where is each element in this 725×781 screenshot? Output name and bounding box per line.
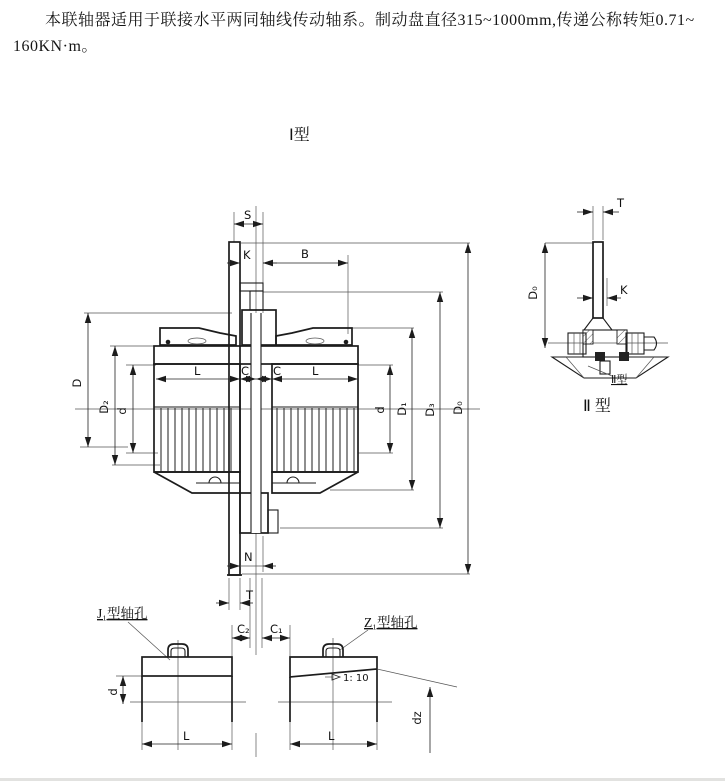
dim-D3: D₃ — [423, 403, 437, 417]
intro-paragraph — [13, 8, 715, 60]
dim-D2: D₂ — [97, 400, 111, 414]
stem — [600, 361, 610, 374]
figure-type1 — [70, 126, 480, 657]
dim-D0-2: D₀ — [526, 286, 540, 300]
figure2-note: Ⅱ型 — [611, 374, 628, 386]
bolt-end — [644, 337, 657, 350]
dim-b: B — [301, 247, 309, 261]
hub-detail-left — [97, 605, 246, 750]
dim-c1: C₁ — [270, 622, 283, 636]
clamp-ring-right — [276, 328, 352, 345]
dim-c2: C₂ — [237, 622, 250, 636]
gap-dimensions — [232, 622, 290, 757]
hub-left-label: J₁型轴孔 — [97, 606, 148, 621]
figure2-caption: Ⅱ 型 — [583, 398, 611, 415]
dim-d-right: d — [373, 406, 387, 414]
dim-D: D — [70, 378, 84, 388]
hub-right-label: Z₁型轴孔 — [364, 615, 418, 630]
dim-dz: dz — [410, 711, 424, 725]
hub-left-hatch — [142, 657, 232, 676]
disc-neck — [250, 291, 263, 310]
intro-line-2: 160KN·m。 — [13, 38, 98, 55]
bolt-left — [166, 340, 171, 345]
dimensions-type1 — [70, 208, 468, 603]
dim-l-hub-left: L — [183, 729, 190, 743]
rubber-block-right — [619, 352, 629, 361]
shaft-step — [268, 510, 278, 533]
dim-n: N — [244, 550, 253, 564]
taper-label: 1: 10 — [343, 673, 369, 684]
dim-D0: D₀ — [451, 401, 465, 415]
dim-t2: T — [617, 196, 625, 210]
dim-s: S — [244, 208, 252, 222]
sleeve-left — [154, 364, 240, 472]
disc-step — [240, 283, 263, 291]
dim-l-hub-right: L — [328, 729, 335, 743]
dim-d-left: d — [115, 407, 129, 415]
hex-nut — [626, 333, 644, 354]
dim-l-left: L — [194, 364, 201, 378]
disc-flare-2 — [584, 318, 612, 330]
rubber-block-left — [595, 352, 605, 361]
dim-d-hub: d — [106, 688, 120, 696]
dim-t: T — [246, 588, 254, 602]
spring-right — [306, 338, 324, 344]
bolt-right — [344, 340, 349, 345]
spring-left — [188, 338, 206, 344]
disc-plate-2 — [593, 242, 603, 318]
dim-c-right: C — [273, 364, 282, 378]
figure1-caption: Ⅰ型 — [289, 127, 310, 144]
dim-k2: K — [620, 283, 628, 297]
dim-c-left: C — [241, 364, 250, 378]
dim-l-right: L — [312, 364, 319, 378]
dimensions-type2 — [526, 196, 628, 348]
dim-k: K — [243, 248, 251, 262]
intro-line-1: 本联轴器适用于联接水平两同轴线传动轴系。制动盘直径315~1000mm,传递公称转矩0.71~ — [45, 12, 695, 29]
dim-D1: D₁ — [395, 402, 409, 416]
figure-type2 — [526, 196, 668, 415]
lube-hole-left — [209, 477, 221, 483]
hub-detail-right — [278, 614, 457, 753]
lube-hole-right — [287, 477, 299, 483]
sleeve-right — [272, 364, 358, 472]
clamp-ring-left — [160, 328, 236, 345]
